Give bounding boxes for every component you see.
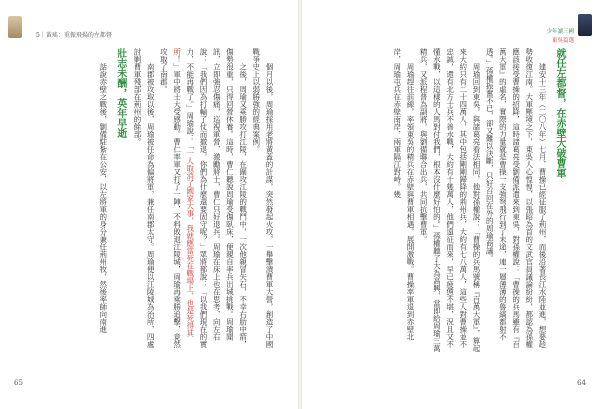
paragraph: 個月以後，周瑜採用老將黃蓋的計謀，突然發起火攻，一舉擊潰曹軍大營，創造了中國戰爭史上以弱勝強的經典案例。 bbox=[251, 48, 274, 348]
right-page-body bbox=[322, 48, 570, 353]
paragraph: 話說赤壁之戰後，劉備駐紮在公安，以左將軍的身分兼任荊州牧，然後率師向南進 bbox=[98, 63, 108, 333]
highlighted-quote: 一人取消了國家大事，我就應當死在戰場上，也是死得其所 bbox=[172, 48, 195, 337]
left-page bbox=[0, 0, 298, 409]
running-head-title: 少年讀三國 bbox=[546, 29, 574, 35]
paragraph bbox=[157, 48, 249, 353]
running-head-left: 5｜黃瑤：重振飛揚的左都督 bbox=[36, 32, 112, 39]
paragraph-text: 之後，周瑜又乘勝攻打江陵，在圍攻江陵的戰鬥中，一次他親冒矢石，不幸右肋中箭，傷勢很重，只得回營休養。這時，曹仁聽說周瑜受傷臥床，便親自率兵出城挑戰。周瑜聞訊，立即強忍傷痛，巡視軍營，激勵將士，曹仁只好退兵。周瑜在床上也在思考，向左右說：「我們因為打輸了仗而撤退，你們為什麼還要固守呢？」眾將都說：「以我們現在的實力，不能再戰了。」周瑜說：「 bbox=[185, 48, 248, 348]
section-heading: 壯志未酬，英年早逝 bbox=[114, 48, 126, 138]
running-head-subtitle: 東吳篇選 bbox=[551, 38, 574, 44]
chapter-thumbnail-image bbox=[8, 16, 22, 38]
page-number-left: 65 bbox=[14, 379, 23, 387]
paragraph-text: ！」軍中將士大受感動。曹仁率軍又打了一陣，不料敗退江陵城，周瑜再乘勝追擊，竟然攻取了南郡。 bbox=[159, 48, 182, 348]
paragraph: 周瑜回到東吳，與諸葛亮看法相同，他對孫權說：「曹操的兵馬號稱『百萬大軍』，算起來大約只有二十四萬人，其中包括剛剛歸降的荊州兵，大約有七八萬人，這些人對曹操並不忠誠，還有北方士兵不善水戰，大約有十幾萬人，他們遠征而來，早已疲憊不堪，況且又不懂水戰，以這樣的人馬對付我們，根本沒什麼好怕的。」孫權聽了大為高興，當即給周瑜三萬精兵，又派程普為副將，與劉備聯合出兵，共同抗擊曹軍。 bbox=[419, 48, 481, 352]
chapter-thumbnail-image bbox=[578, 14, 592, 36]
paragraph: 建安十三年（二〇八年）七月，曹操已經征服了荊州，而後沿著長江水陸並進，想要趁勢收復江南。大軍壓境之下，東吳人心惶惶，以張昭為首的文武官員議論紛紛，都認為孫權應該接受曹操的招降，這時諸葛亮受劉備派遣來到東吳，對孫權說：「曹操的兵馬雖有『百萬大軍』的虛名，實際的力量就是曹操一支強弩飛行到了末途，連一層薄薄的魯縞都射不透。」孫權振奮不已，卻又難以決斷，只好召回在外的周瑜商議。 bbox=[485, 48, 547, 348]
page-number-right: 64 bbox=[577, 379, 586, 387]
left-page-body bbox=[14, 48, 276, 353]
section-heading: 就任左都督，在赤壁大破曹軍 bbox=[554, 48, 565, 178]
right-page bbox=[302, 0, 600, 409]
running-head-right bbox=[546, 28, 574, 46]
paragraph: 周瑜趕往前線，率領東吳的精兵在赤壁與曹軍相遇，展開激戰。曹操率軍退到赤壁北岸，周瑜屯兵在赤壁南岸，兩軍隔江對峙。幾 bbox=[392, 48, 415, 341]
paragraph: 南郡被攻取以後，周瑜被任命為偏將軍，兼任南郡太守。周瑜便以江陵城為治所，四處討剿曹軍殘部在荊州的餘部。 bbox=[132, 48, 156, 348]
